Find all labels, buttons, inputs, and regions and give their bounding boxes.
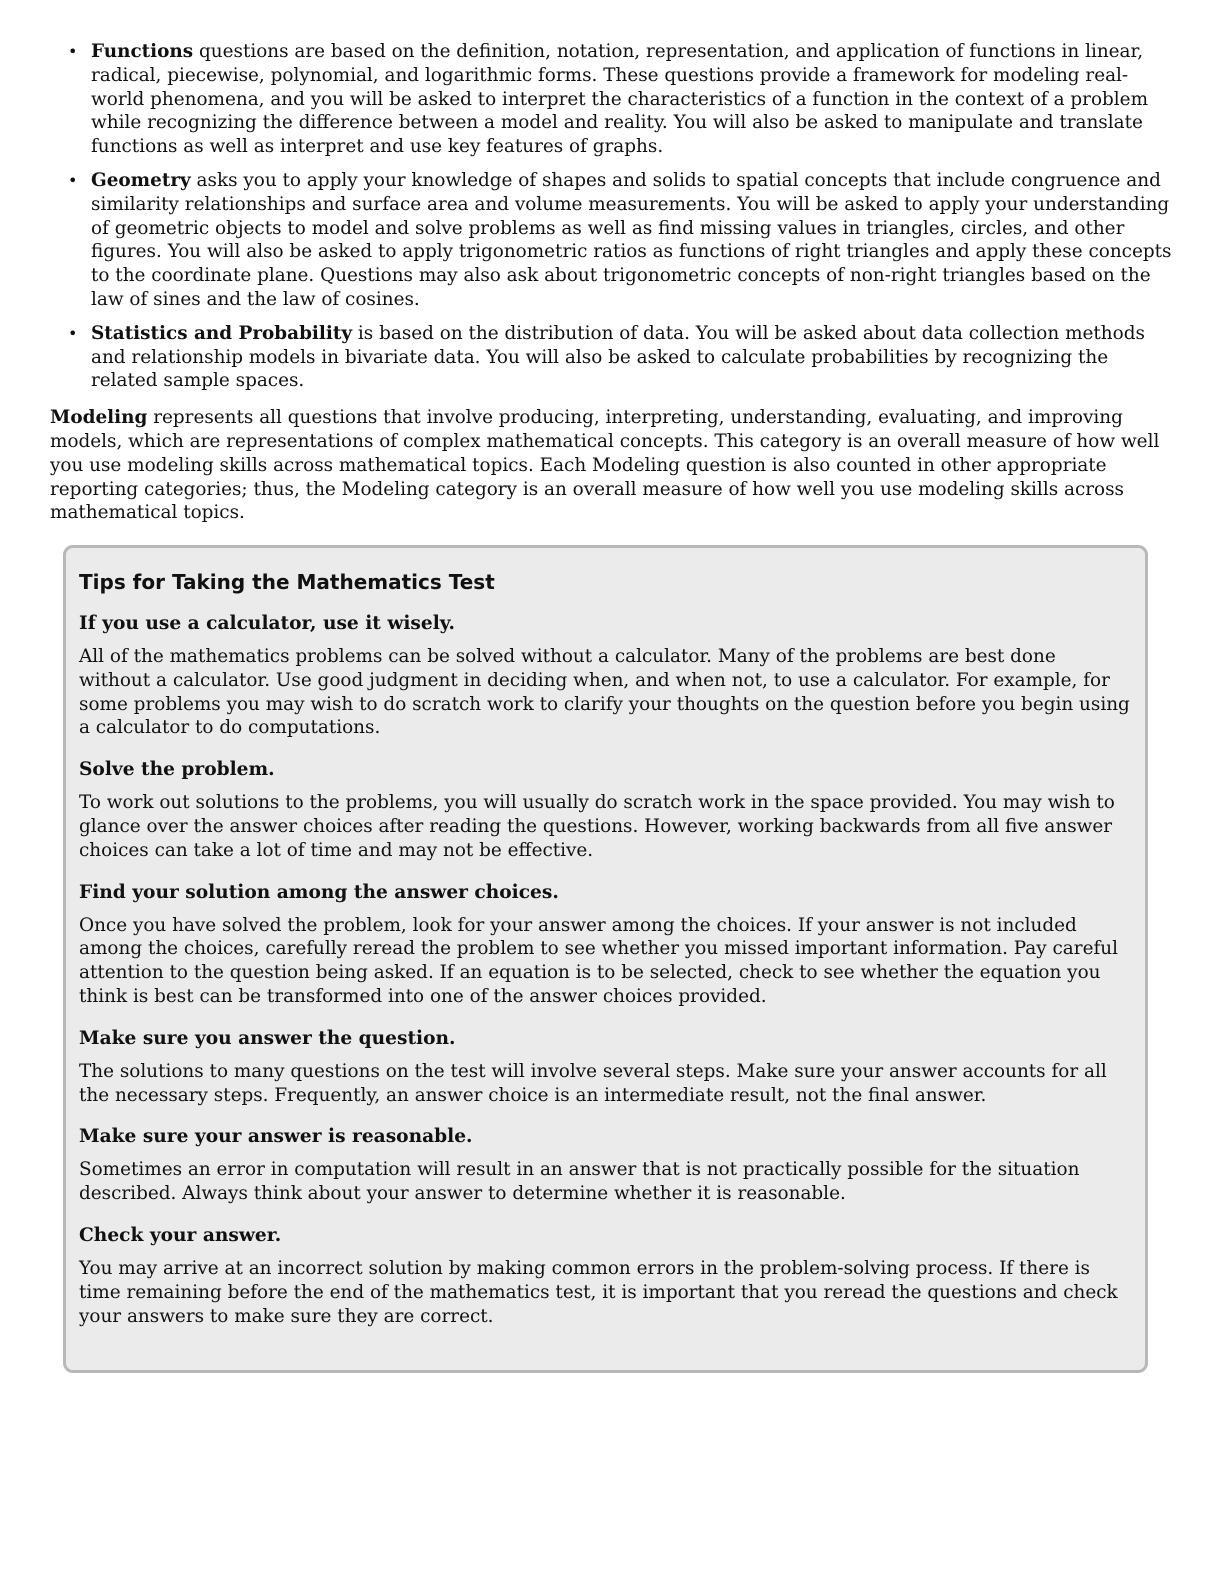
tip-find-solution	[79, 881, 1132, 1009]
tip-body: All of the mathematics problems can be solved without a calculator. Many of the problems are best done without a calculator. Use good judgment in deciding when, and when not, to use a calculator. For example, for some problems you may wish to do scratch work to clarify your thoughts on the question before you begin using a calculator to do computations.	[79, 646, 1130, 739]
tip-reasonable	[79, 1125, 1132, 1206]
page-content	[50, 40, 1175, 525]
category-list	[50, 40, 1175, 393]
tip-solve	[79, 758, 1132, 862]
category-term: Statistics and Probability	[91, 322, 353, 344]
bullet-icon: •	[68, 323, 78, 343]
tip-answer-question	[79, 1027, 1132, 1108]
tip-calculator	[79, 612, 1132, 740]
tip-body: You may arrive at an incorrect solution by making common errors in the problem-solving process. If there is time remaining before the end of the mathematics test, it is important that you reread the questions and check your answers to make sure they are correct.	[79, 1257, 1118, 1327]
modeling-description: represents all questions that involve producing, interpreting, understanding, evaluating, and improving models, which are representations of complex mathematical concepts. This category is an overall measure of how well you use modeling skills across mathematical topics. Each Modeling question is also counted in other appropriate reporting categories; thus, the Modeling category is an overall measure of how well you use modeling skills across mathematical topics.	[50, 407, 1160, 524]
tip-check	[79, 1224, 1132, 1328]
tips-box	[63, 545, 1148, 1373]
tip-heading: Check your answer.	[79, 1224, 282, 1246]
list-item-functions	[50, 40, 1175, 159]
tip-body: The solutions to many questions on the test will involve several steps. Make sure your answer accounts for all the necessary steps. Frequently, an answer choice is an intermediate result, not the final answer.	[79, 1060, 1107, 1106]
tip-body: To work out solutions to the problems, you will usually do scratch work in the space provided. You may wish to glance over the answer choices after reading the questions. However, working backwards from all five answer choices can take a lot of time and may not be effective.	[79, 792, 1115, 861]
tip-heading: If you use a calculator, use it wisely.	[79, 613, 455, 634]
tips-title: Tips for Taking the Mathematics Test	[79, 570, 495, 594]
list-item-geometry	[50, 169, 1175, 312]
tip-heading: Make sure you answer the question.	[79, 1027, 456, 1049]
bullet-icon: •	[68, 170, 78, 190]
list-item-statistics	[50, 322, 1175, 393]
tip-heading: Find your solution among the answer choices.	[79, 881, 559, 903]
tip-heading: Make sure your answer is reasonable.	[79, 1126, 473, 1148]
category-term: Geometry	[91, 169, 191, 191]
category-term: Functions	[91, 41, 194, 62]
modeling-paragraph	[50, 406, 1175, 525]
tip-body: Once you have solved the problem, look for your answer among the choices. If your answer is not included among the choices, carefully reread the problem to see whether you missed important information. Pay careful attention to the question being asked. If an equation is to be selected, check to see whether the equation you think is best can be transformed into one of the answer choices provided.	[79, 914, 1118, 1007]
category-description: asks you to apply your knowledge of shapes and solids to spatial concepts that include congruence and similarity relationships and surface area and volume measurements. You will be asked to apply your understanding of geometric objects to model and solve problems as well as find missing values in triangles, circles, and other figures. You will also be asked to apply trigonometric ratios as functions of right triangles and apply these concepts to the coordinate plane. Questions may also ask about trigonometric concepts of non-right triangles based on the law of sines and the law of cosines.	[91, 169, 1172, 310]
category-description: is based on the distribution of data. You will be asked about data collection methods and relationship models in bivariate data. You will also be asked to calculate probabilities by recognizing the related sample spaces.	[91, 322, 1145, 392]
category-description: questions are based on the definition, notation, representation, and application of functions in linear, radical, piecewise, polynomial, and logarithmic forms. These questions provide a framework for modeling real-world phenomena, and you will be asked to interpret the characteristics of a function in the context of a problem while recognizing the difference between a model and reality. You will also be asked to manipulate and translate functions as well as interpret and use key features of graphs.	[91, 41, 1149, 158]
tip-body: Sometimes an error in computation will result in an answer that is not practically possible for the situation described. Always think about your answer to determine whether it is reasonable.	[79, 1159, 1080, 1205]
tip-heading: Solve the problem.	[79, 759, 275, 781]
modeling-term: Modeling	[50, 407, 148, 429]
bullet-icon: •	[68, 42, 78, 61]
